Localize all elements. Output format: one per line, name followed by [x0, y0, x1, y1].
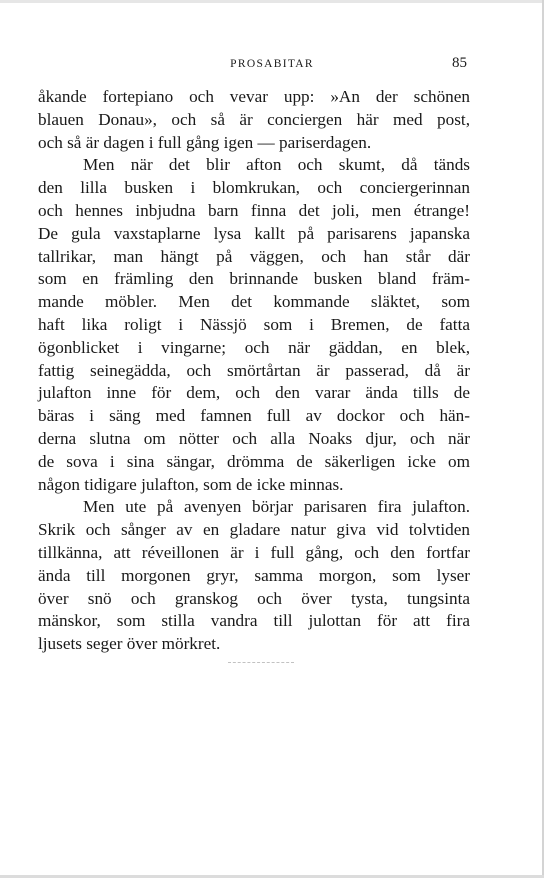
text-line: tillkänna, att réveillonen är i full gång, och den fortfar	[38, 542, 470, 562]
text-line: ända till morgonen gryr, samma morgon, som lyser	[38, 565, 470, 585]
text-line: den lilla busken i blomkrukan, och conciergerinnan	[38, 178, 470, 198]
text-line: de sova i sina sängar, drömma de säkerligen icke om	[38, 451, 470, 471]
text-line: blauen Donau», och så är conciergen här med post,	[38, 109, 470, 129]
end-mark-divider	[228, 662, 294, 663]
text-line: julafton inne för dem, och den varar ända tills de	[38, 383, 470, 403]
text-line: ögonblicket i vingarne; och när gäddan, en blek,	[38, 337, 470, 357]
running-header	[0, 55, 544, 76]
text-line: över snö och granskog och över tysta, tungsinta	[38, 588, 470, 608]
body-text	[38, 86, 470, 656]
page-number: 85	[452, 55, 467, 71]
text-line: åkande fortepiano och vevar upp: »An der schönen	[38, 87, 470, 106]
text-line: haft lika roligt i Nässjö som i Bremen, de fatta	[38, 314, 470, 334]
text-line: och hennes inbjudna barn finna det joli, men étrange!	[38, 200, 470, 220]
text-line: De gula vaxstaplarne lysa kallt på parisarens japanska	[38, 223, 470, 243]
text-line: fattig seinegädda, och smörtårtan är passerad, då är	[38, 360, 470, 380]
text-line: bäras i säng med famnen full av dockor och hän-	[38, 406, 470, 426]
text-line: Men när det blir afton och skumt, då tänds	[83, 155, 470, 175]
page-edge-top	[0, 0, 544, 3]
text-line: någon tidigare julafton, som de icke minnas.	[38, 474, 344, 494]
text-line: Men ute på avenyen börjar parisaren fira julafton.	[83, 497, 470, 517]
text-line: Skrik och sånger av en gladare natur giva vid tolvtiden	[38, 520, 470, 540]
text-line: mande möbler. Men det kommande släktet, som	[38, 292, 470, 312]
text-line: derna slutna om nötter och alla Noaks djur, och när	[38, 428, 470, 448]
running-title: PROSABITAR	[230, 58, 314, 70]
text-line: som en främling den brinnande busken bland främ-	[38, 269, 470, 289]
text-line: mänskor, som stilla vandra till julottan för att fira	[38, 611, 470, 631]
text-line: och så är dagen i full gång igen — pariserdagen.	[38, 132, 372, 152]
text-line: ljusets seger över mörkret.	[38, 634, 221, 654]
text-line: tallrikar, man hängt på väggen, och han står där	[38, 246, 470, 266]
